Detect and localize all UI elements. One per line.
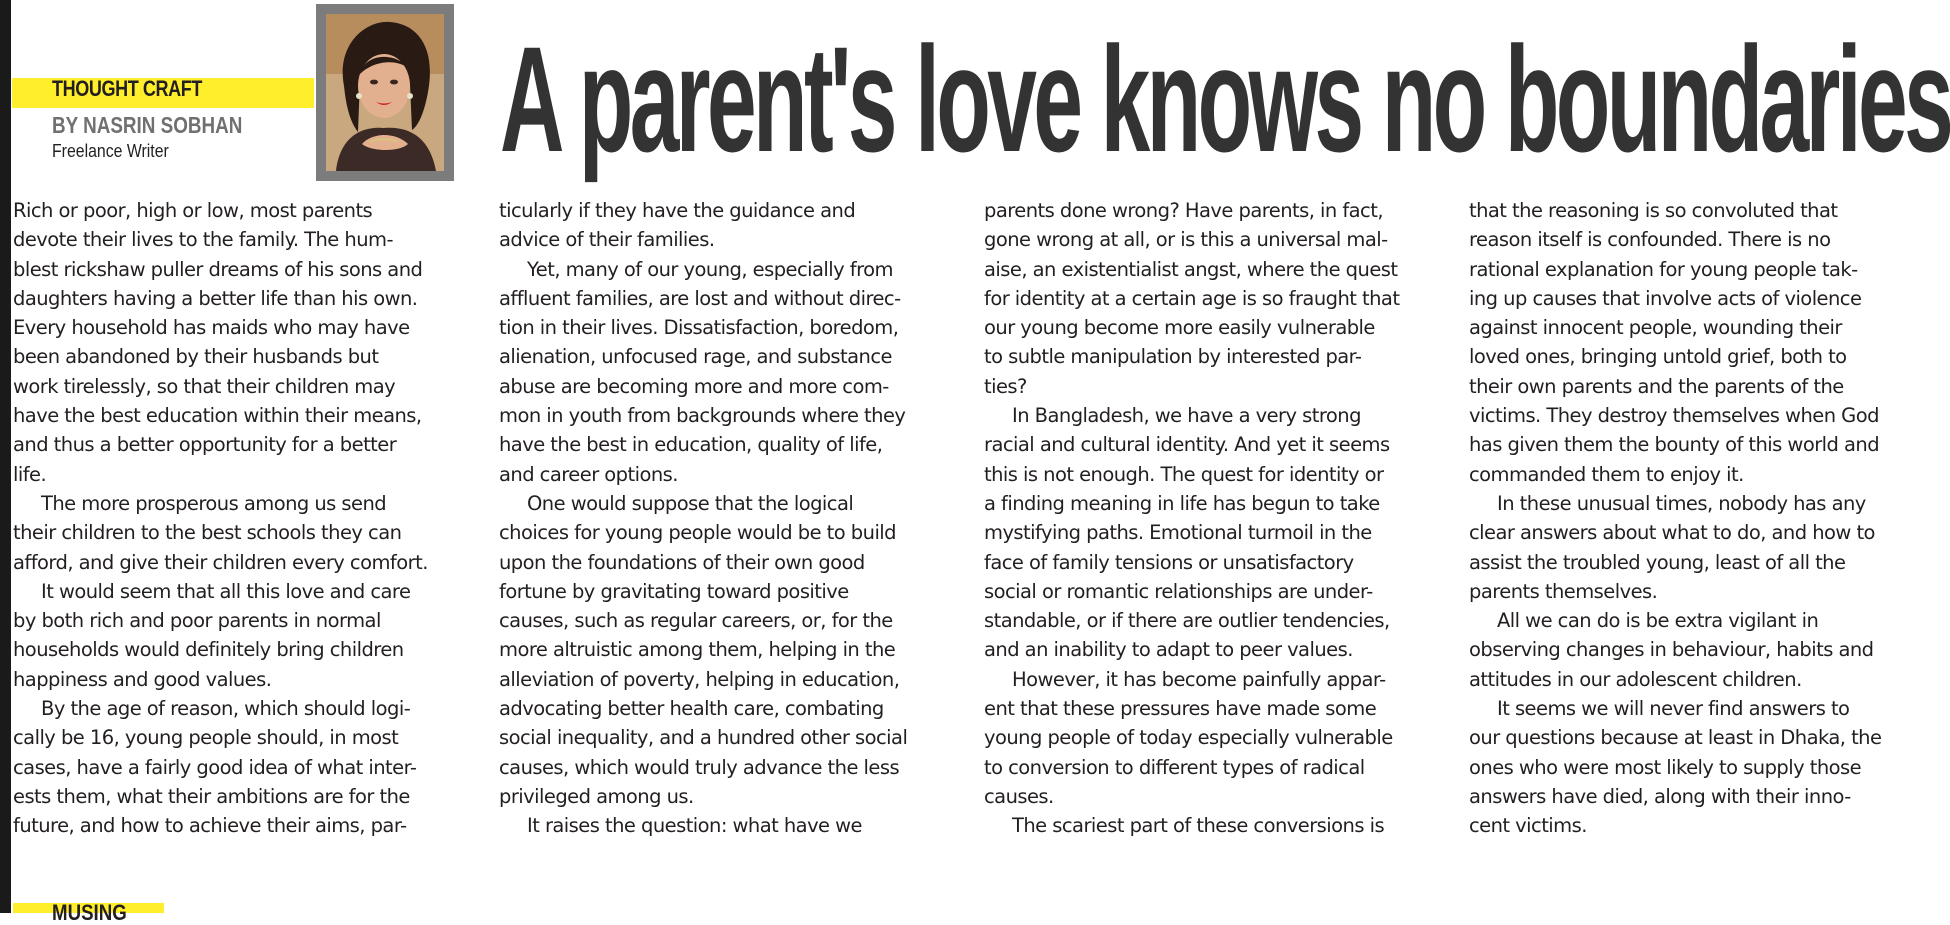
text-line: ing up causes that involve acts of violence: [1469, 286, 1862, 310]
text-line: answers have died, along with their inno-: [1469, 784, 1851, 808]
text-line: By the age of reason, which should logi-: [41, 697, 411, 721]
text-line: our young become more easily vulnerable: [984, 316, 1375, 340]
text-line: and thus a better opportunity for a better: [13, 433, 397, 457]
article-column-1: [13, 196, 473, 841]
text-line: our questions because at least in Dhaka, the: [1469, 726, 1882, 750]
text-line: their own parents and the parents of the: [1469, 374, 1844, 398]
author-photo: [316, 4, 454, 181]
text-line: Rich or poor, high or low, most parents: [13, 199, 373, 222]
text-line: standable, or if there are outlier tendencies,: [984, 609, 1390, 633]
text-line: ent that these pressures have made some: [984, 697, 1377, 721]
text-line: commanded them to enjoy it.: [1469, 462, 1744, 486]
text-line: privileged among us.: [499, 784, 694, 808]
text-line: have the best education within their means,: [13, 404, 422, 428]
left-edge-rule: [0, 0, 11, 913]
text-line: rational explanation for young people tak-: [1469, 257, 1858, 281]
text-line: by both rich and poor parents in normal: [13, 609, 381, 633]
text-line: aise, an existentialist angst, where the quest: [984, 257, 1398, 281]
byline: BY NASRIN SOBHAN: [52, 112, 243, 138]
text-line: mon in youth from backgrounds where they: [499, 404, 906, 428]
author-role: Freelance Writer: [52, 141, 169, 161]
text-line: causes.: [984, 784, 1054, 808]
text-line: abuse are becoming more and more com-: [499, 374, 889, 398]
text-line: have the best in education, quality of life,: [499, 433, 883, 457]
text-line: cases, have a fairly good idea of what inter-: [13, 755, 417, 779]
text-line: has given them the bounty of this world and: [1469, 433, 1880, 457]
text-line: upon the foundations of their own good: [499, 550, 865, 574]
text-line: It seems we will never find answers to: [1497, 697, 1850, 721]
text-line: alienation, unfocused rage, and substance: [499, 345, 892, 369]
text-line: young people of today especially vulnerable: [984, 726, 1393, 750]
text-line: and an inability to adapt to peer values.: [984, 638, 1353, 662]
text-line: cent victims.: [1469, 814, 1587, 838]
text-line: advice of their families.: [499, 228, 715, 252]
text-line: been abandoned by their husbands but: [13, 345, 379, 369]
text-line: It would seem that all this love and care: [41, 579, 411, 603]
text-line: causes, such as regular careers, or, for the: [499, 609, 893, 633]
text-line: affluent families, are lost and without direc-: [499, 286, 901, 310]
text-line: and career options.: [499, 462, 678, 486]
text-line: loved ones, bringing untold grief, both to: [1469, 345, 1847, 369]
text-line: attitudes in our adolescent children.: [1469, 667, 1802, 691]
text-line: blest rickshaw puller dreams of his sons and: [13, 257, 423, 281]
text-line: clear answers about what to do, and how to: [1469, 521, 1875, 545]
text-line: parents done wrong? Have parents, in fact,: [984, 199, 1383, 222]
author-portrait-image: [326, 14, 444, 171]
text-line: fortune by gravitating toward positive: [499, 579, 849, 603]
text-line: ests them, what their ambitions are for the: [13, 784, 410, 808]
text-line: causes, which would truly advance the less: [499, 755, 900, 779]
text-line: future, and how to achieve their aims, par-: [13, 814, 407, 838]
text-line: In Bangladesh, we have a very strong: [1012, 404, 1361, 428]
next-section-label: MUSING: [52, 900, 127, 925]
text-line: It raises the question: what have we: [527, 814, 862, 838]
text-line: choices for young people would be to build: [499, 521, 897, 545]
text-line: more altruistic among them, helping in the: [499, 638, 896, 662]
text-line: Every household has maids who may have: [13, 316, 410, 340]
text-line: this is not enough. The quest for identity or: [984, 462, 1384, 486]
text-line: to subtle manipulation by interested par-: [984, 345, 1362, 369]
text-line: households would definitely bring children: [13, 638, 404, 662]
text-line: reason itself is confounded. There is no: [1469, 228, 1831, 252]
text-line: afford, and give their children every comfort.: [13, 550, 428, 574]
text-line: The more prosperous among us send: [41, 491, 387, 515]
text-line: their children to the best schools they can: [13, 521, 402, 545]
text-line: victims. They destroy themselves when God: [1469, 404, 1879, 428]
article-headline: A parent's love knows no boundaries: [500, 15, 1950, 183]
text-line: The scariest part of these conversions is: [1012, 814, 1385, 838]
text-line: face of family tensions or unsatisfactory: [984, 550, 1354, 574]
text-line: a finding meaning in life has begun to take: [984, 491, 1380, 515]
text-line: One would suppose that the logical: [527, 491, 854, 515]
text-line: alleviation of poverty, helping in education,: [499, 667, 900, 691]
article-column-3: [984, 196, 1444, 841]
text-line: work tirelessly, so that their children may: [13, 374, 396, 398]
text-line: ones who were most likely to supply those: [1469, 755, 1862, 779]
text-line: In these unusual times, nobody has any: [1497, 491, 1866, 515]
text-line: cally be 16, young people should, in most: [13, 726, 399, 750]
text-line: ties?: [984, 374, 1027, 398]
text-line: tion in their lives. Dissatisfaction, boredom,: [499, 316, 899, 340]
text-line: devote their lives to the family. The hum-: [13, 228, 393, 252]
text-line: for identity at a certain age is so fraught that: [984, 286, 1400, 310]
text-line: All we can do is be extra vigilant in: [1497, 609, 1819, 633]
text-line: social inequality, and a hundred other social: [499, 726, 908, 750]
text-line: assist the troubled young, least of all the: [1469, 550, 1846, 574]
text-line: advocating better health care, combating: [499, 697, 884, 721]
text-line: gone wrong at all, or is this a universal mal-: [984, 228, 1388, 252]
article-column-2: [499, 196, 959, 841]
text-line: life.: [13, 462, 47, 486]
text-line: racial and cultural identity. And yet it seems: [984, 433, 1390, 457]
text-line: ticularly if they have the guidance and: [499, 199, 856, 222]
text-line: parents themselves.: [1469, 579, 1658, 603]
text-line: Yet, many of our young, especially from: [527, 257, 893, 281]
article-column-4: [1469, 196, 1929, 841]
text-line: observing changes in behaviour, habits and: [1469, 638, 1874, 662]
text-line: However, it has become painfully appar-: [1012, 667, 1386, 691]
text-line: that the reasoning is so convoluted that: [1469, 199, 1838, 222]
text-line: happiness and good values.: [13, 667, 272, 691]
text-line: daughters having a better life than his own.: [13, 286, 418, 310]
text-line: against innocent people, wounding their: [1469, 316, 1842, 340]
text-line: social or romantic relationships are under-: [984, 579, 1373, 603]
text-line: to conversion to different types of radical: [984, 755, 1365, 779]
column-name: THOUGHT CRAFT: [52, 76, 202, 101]
text-line: mystifying paths. Emotional turmoil in the: [984, 521, 1372, 545]
